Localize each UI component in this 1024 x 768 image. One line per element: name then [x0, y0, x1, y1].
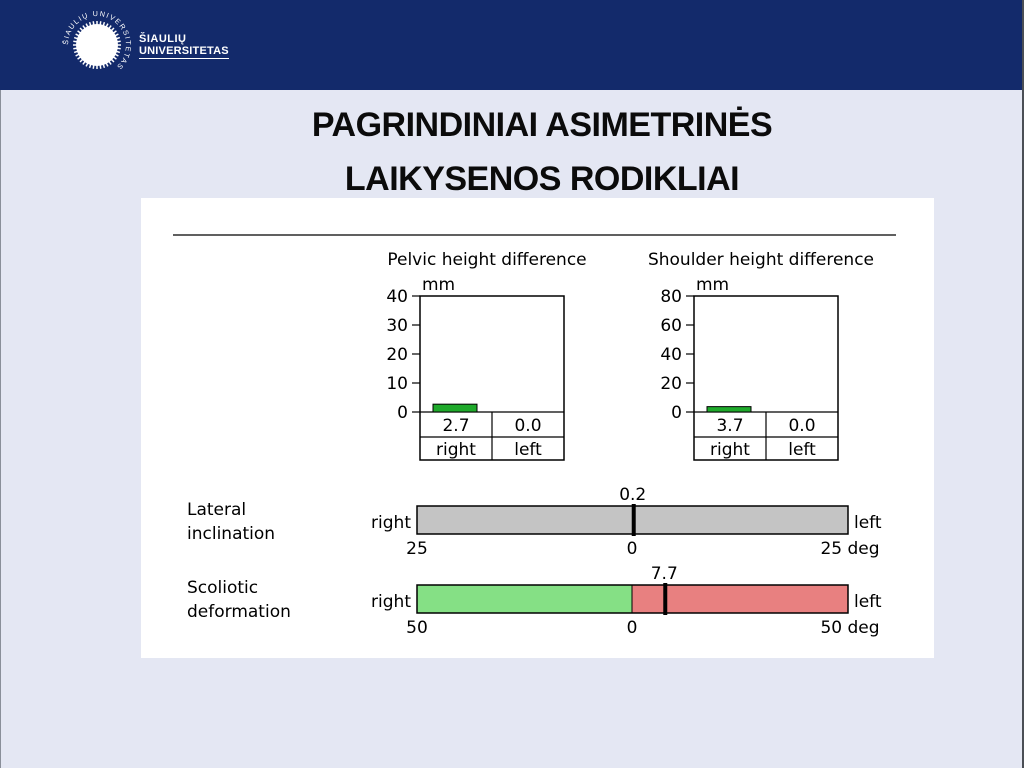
gauge-tick-right: 50 deg: [820, 618, 880, 638]
brand-line-1: ŠIAULIŲ: [139, 33, 187, 45]
sun-logo-icon: [62, 10, 132, 80]
y-tick-label: 0: [397, 403, 408, 423]
y-tick-label: 40: [386, 287, 408, 307]
header-bar: [0, 0, 1024, 90]
gauge-right-fill: [417, 585, 632, 613]
bar-right: [707, 407, 751, 412]
gauge-label-line2: deformation: [187, 602, 291, 622]
gauge-label-line1: Lateral: [187, 500, 247, 520]
bar-category-label: right: [710, 440, 750, 460]
title-line-1: PAGRINDINIAI ASIMETRINĖS: [311, 106, 773, 144]
bar-category-label: left: [788, 440, 816, 460]
slide-title: [0, 98, 1024, 206]
bar-value-label: 0.0: [788, 416, 816, 436]
gauge-value-label: 7.7: [650, 564, 678, 584]
slide-left-edge: [0, 90, 1, 768]
gauge-value-label: 0.2: [619, 485, 647, 505]
bar-chart-unit-label: mm: [696, 275, 730, 295]
y-tick-label: 30: [386, 316, 408, 336]
university-logo: [62, 10, 132, 80]
y-tick-label: 60: [660, 316, 682, 336]
logo-ring-text: IAULIŲ UNIVERSI TAS: [62, 10, 132, 73]
y-tick-label: 40: [660, 345, 682, 365]
y-tick-label: 20: [386, 345, 408, 365]
y-tick-label: 0: [671, 403, 682, 423]
y-tick-label: 20: [660, 374, 682, 394]
gauge-right-end-label: left: [854, 592, 882, 612]
brand-line-2: UNIVERSITETAS: [139, 45, 229, 57]
gauge-right-end-label: left: [854, 513, 882, 533]
gauge-left-end-label: right: [371, 592, 411, 612]
bar-category-label: left: [514, 440, 542, 460]
gauge-tick-left: 25: [406, 539, 428, 559]
bar-value-label: 3.7: [716, 416, 744, 436]
bar-right: [433, 404, 477, 412]
bar-value-label: 2.7: [442, 416, 470, 436]
bar-chart-title: Shoulder height difference: [647, 250, 875, 270]
gauge-left-end-label: right: [371, 513, 411, 533]
gauge-tick-left: 50: [406, 618, 428, 638]
brand-wordmark: [139, 33, 229, 59]
bar-category-label: right: [436, 440, 476, 460]
gauge-label-line2: inclination: [187, 524, 276, 544]
gauge-tick-center: 0: [626, 618, 638, 638]
gauge-label-line1: Scoliotic: [187, 578, 259, 598]
bar-value-label: 0.0: [514, 416, 542, 436]
bar-chart-title: Pelvic height difference: [387, 250, 587, 270]
y-tick-label: 80: [660, 287, 682, 307]
gauge-tick-right: 25 deg: [820, 539, 880, 559]
gauge-tick-center: 0: [626, 539, 638, 559]
y-tick-label: 10: [386, 374, 408, 394]
posture-report-panel: [141, 198, 934, 658]
posture-charts: [141, 198, 934, 658]
title-line-2: LAIKYSENOS RODIKLIAI: [344, 160, 740, 198]
bar-chart-unit-label: mm: [422, 275, 456, 295]
